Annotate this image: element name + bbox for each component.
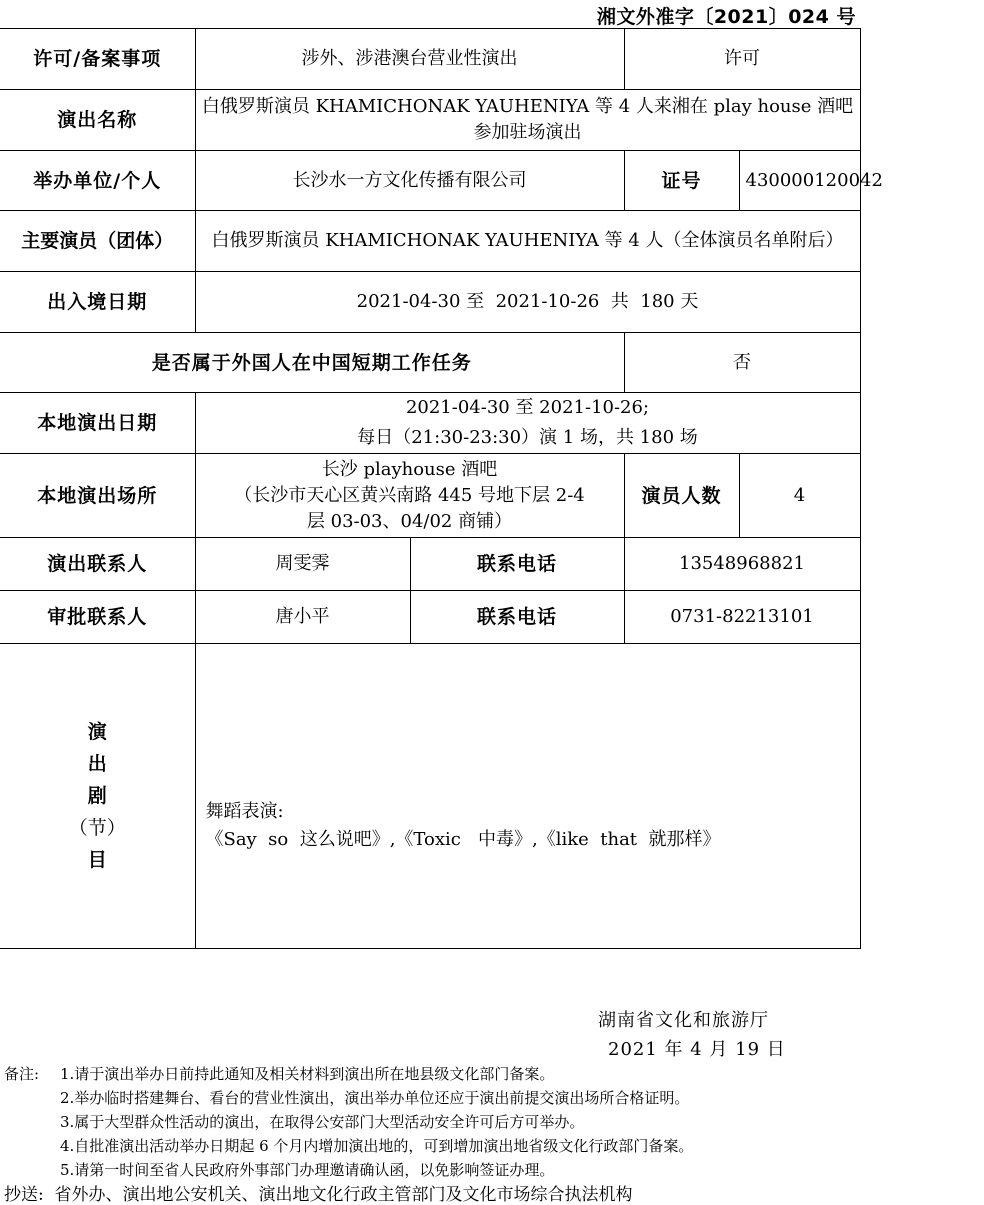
permit-status: 许可 <box>624 29 860 90</box>
show-name-line-1: 白俄罗斯演员 KHAMICHONAK YAUHENIYA 等 4 人来湘在 play house 酒吧 <box>201 96 854 117</box>
entry-exit-label: 出入境日期 <box>0 272 195 333</box>
row-entry-exit <box>0 272 860 333</box>
note-item: 5.请第一时间至省人民政府外事部门办理邀请确认函，以免影响签证办理。 <box>60 1161 555 1179</box>
performers-value: 白俄罗斯演员 KHAMICHONAK YAUHENIYA 等 4 人（全体演员名单附后） <box>195 211 860 272</box>
show-contact-phone-label: 联系电话 <box>410 538 624 591</box>
row-performers <box>0 211 860 272</box>
local-dates-line-1: 2021-04-30 至 2021-10-26; <box>405 397 650 418</box>
certificate-label: 证号 <box>624 151 739 211</box>
approval-contact-phone-label: 联系电话 <box>410 591 624 644</box>
show-name-line-2: 参加驻场演出 <box>473 122 582 143</box>
organizer-label: 举办单位/个人 <box>0 151 195 211</box>
notes-label: 备注: <box>4 1065 40 1083</box>
program-line-2: 《Say so 这么说吧》,《Toxic 中毒》,《like that 就那样》 <box>205 829 721 850</box>
row-program <box>0 644 860 949</box>
certificate-number: 430000120042 <box>739 151 860 211</box>
program-label-char-4: （节） <box>68 817 126 839</box>
local-dates-line-2: 每日（21:30-23:30）演 1 场，共 180 场 <box>357 427 698 448</box>
show-contact-phone: 13548968821 <box>624 538 860 591</box>
row-venue <box>0 454 860 538</box>
permit-table <box>0 28 883 949</box>
local-dates-label: 本地演出日期 <box>0 393 195 454</box>
permit-type-value: 涉外、涉港澳台营业性演出 <box>195 29 624 90</box>
note-item: 3.属于大型群众性活动的演出，在取得公安部门大型活动安全许可后方可举办。 <box>60 1113 585 1131</box>
entry-exit-value: 2021-04-30 至 2021-10-26 共 180 天 <box>195 272 860 333</box>
row-approval-contact <box>0 591 860 644</box>
approval-contact-phone: 0731-82213101 <box>624 591 860 644</box>
program-line-1: 舞蹈表演: <box>205 801 284 822</box>
cc-line: 抄送: 省外办、演出地公安机关、演出地文化行政主管部门及文化市场综合执法机构 <box>4 1185 633 1205</box>
row-show-name <box>0 90 860 151</box>
show-name-value <box>195 90 860 151</box>
row-permit-type <box>0 29 860 90</box>
local-dates-value <box>195 393 860 454</box>
program-label <box>0 644 195 949</box>
document-serial-number: 湘文外准字〔2021〕024 号 <box>596 6 856 28</box>
issue-date: 2021 年 4 月 19 日 <box>608 1039 786 1060</box>
approval-contact-name: 唐小平 <box>195 591 410 644</box>
short-term-work-label: 是否属于外国人在中国短期工作任务 <box>0 333 624 393</box>
program-label-char-2: 出 <box>87 753 107 775</box>
program-content <box>195 644 860 949</box>
show-contact-label: 演出联系人 <box>0 538 195 591</box>
venue-label: 本地演出场所 <box>0 454 195 538</box>
note-item: 2.举办临时搭建舞台、看台的营业性演出，演出举办单位还应于演出前提交演出场所合格证明。 <box>60 1089 690 1107</box>
approval-contact-label: 审批联系人 <box>0 591 195 644</box>
row-organizer <box>0 151 860 211</box>
permit-type-label: 许可/备案事项 <box>0 29 195 90</box>
show-name-label: 演出名称 <box>0 90 195 151</box>
issuing-authority: 湖南省文化和旅游厅 <box>598 1010 769 1031</box>
performer-count-value: 4 <box>739 454 860 538</box>
program-label-char-1: 演 <box>87 721 107 743</box>
performers-label: 主要演员（团体） <box>0 211 195 272</box>
organizer-value: 长沙水一方文化传播有限公司 <box>195 151 624 211</box>
row-short-term-work <box>0 333 860 393</box>
program-label-char-3: 剧 <box>87 785 107 807</box>
note-item: 4.自批准演出活动举办日期起 6 个月内增加演出地的，可到增加演出地省级文化行政部门备案。 <box>60 1137 694 1155</box>
venue-line-3: 层 03-03、04/02 商铺） <box>306 510 513 532</box>
row-show-contact <box>0 538 860 591</box>
performer-count-label: 演员人数 <box>624 454 739 538</box>
venue-line-2: （长沙市天心区黄兴南路 445 号地下层 2-4 <box>234 484 585 506</box>
notes-section <box>4 1062 693 1182</box>
row-local-dates <box>0 393 860 454</box>
venue-line-1: 长沙 playhouse 酒吧 <box>321 458 498 480</box>
note-item: 1.请于演出举办日前持此通知及相关材料到演出所在地县级文化部门备案。 <box>60 1065 555 1083</box>
venue-value <box>195 454 624 538</box>
program-label-char-5: 目 <box>87 849 107 871</box>
short-term-work-value: 否 <box>624 333 860 393</box>
show-contact-name: 周雯霁 <box>195 538 410 591</box>
